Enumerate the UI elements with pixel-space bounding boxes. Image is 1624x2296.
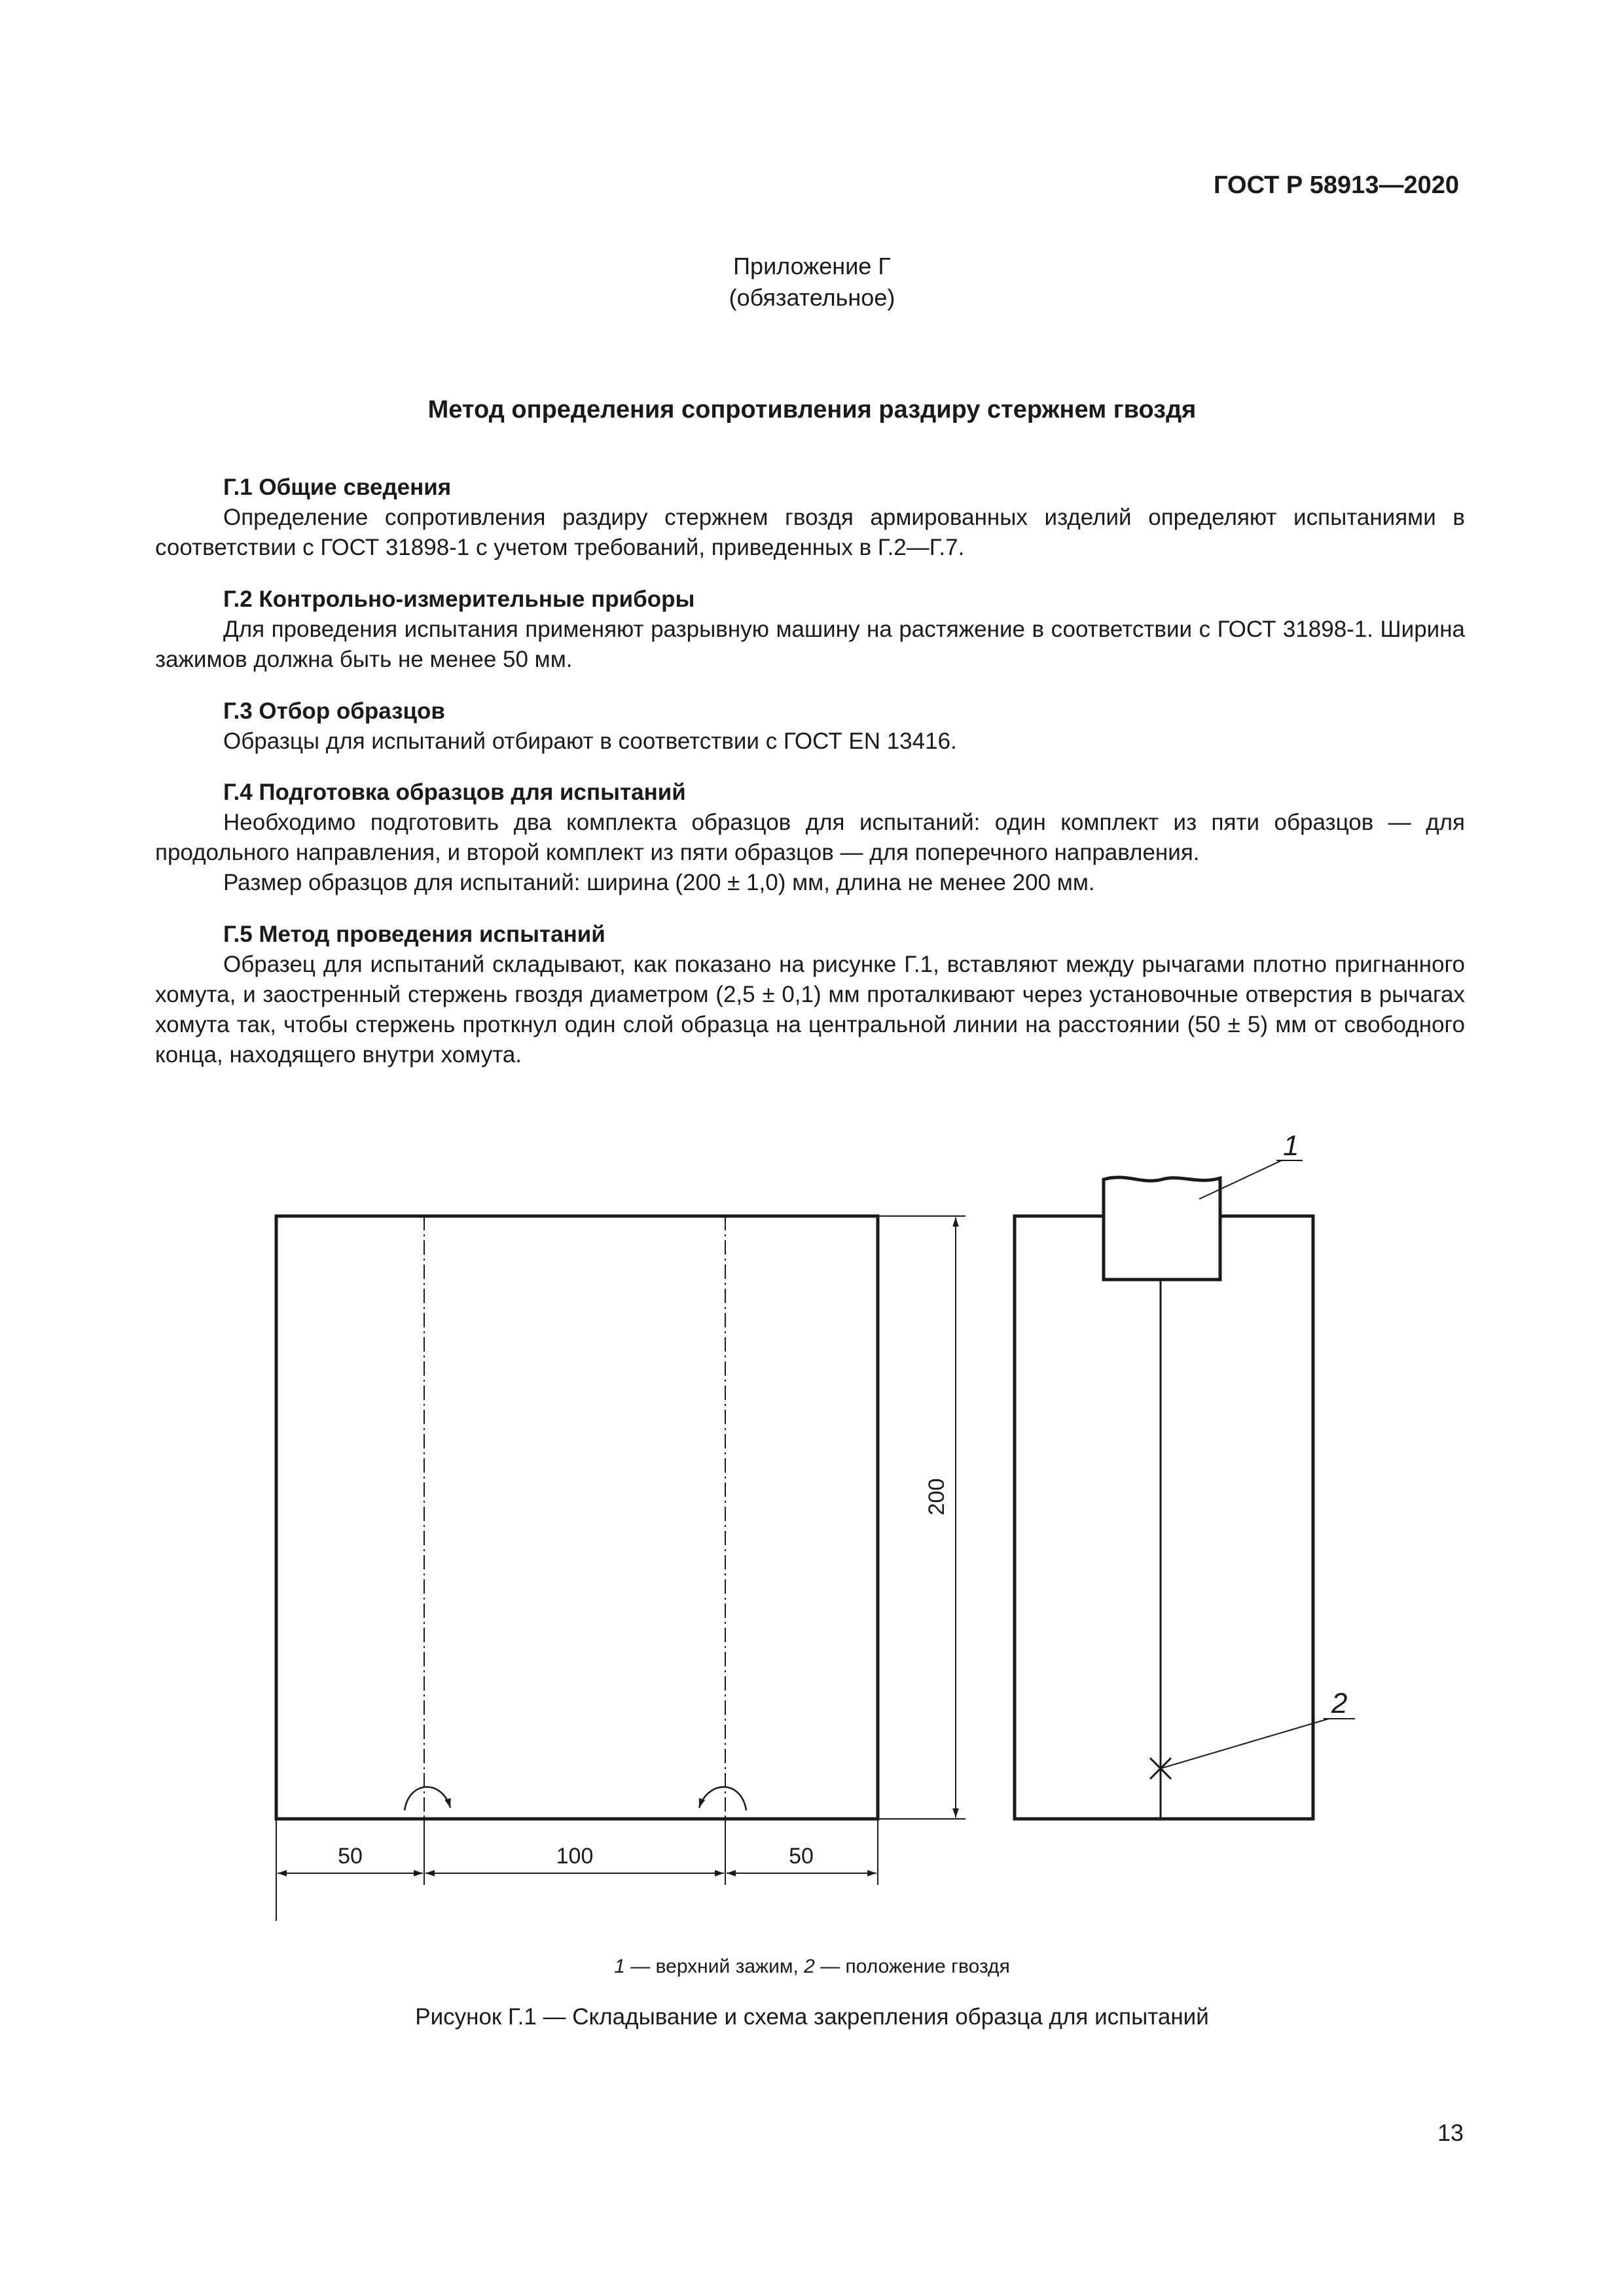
unfolded-specimen xyxy=(276,1216,878,1819)
dimension-label-middle: 100 xyxy=(556,1844,594,1869)
callout-2-nail: 2 xyxy=(1331,1687,1348,1719)
dimension-label-height: 200 xyxy=(924,1478,949,1516)
legend-text-1: — верхний зажим, xyxy=(624,1956,804,1977)
fold-arrow-right xyxy=(699,1787,746,1810)
leader-line-1 xyxy=(1199,1160,1282,1199)
section-paragraph: Необходимо подготовить два комплекта образцов для испытаний: один комплект из пяти образцов — для продольного направления, и второй комплект из пяти образцов — для поперечного направления. xyxy=(155,810,1465,865)
page-number: 13 xyxy=(1437,2119,1464,2146)
section-heading: Г.3 Отбор образцов xyxy=(223,698,445,724)
nail-position-marker xyxy=(1150,1758,1171,1779)
legend-text-2: — положение гвоздя xyxy=(814,1956,1010,1977)
appendix-status: (обязательное) xyxy=(729,284,895,311)
figure-legend xyxy=(0,1956,1624,1978)
section-g4 xyxy=(155,778,1465,898)
section-paragraph: Для проведения испытания применяют разрывную машину на растяжение в соответствии с ГОСТ 31898-1. Ширина зажимов должна быть не менее 50 мм. xyxy=(155,617,1465,672)
callout-1-clamp: 1 xyxy=(1283,1130,1299,1162)
section-heading: Г.4 Подготовка образцов для испытаний xyxy=(223,780,686,805)
section-paragraph: Образец для испытаний складывают, как показано на рисунке Г.1, вставляют между рычагами плотно пригнанного хомута, и заостренный стержень гвоздя диаметром (2,5 ± 0,1) мм проталкивают через установочные отверстия в рычагах хомута так, чтобы стержень проткнул один слой образца на центральной линии на расстоянии (50 ± 5) мм от свободного конца, находящего внутри хомута. xyxy=(155,952,1465,1067)
section-g5 xyxy=(155,920,1465,1070)
upper-clamp xyxy=(1104,1177,1220,1280)
document-standard-code: ГОСТ Р 58913—2020 xyxy=(1214,171,1459,199)
folded-specimen xyxy=(1015,1160,1355,1819)
dimension-widths xyxy=(276,1819,878,1921)
section-paragraph: Размер образцов для испытаний: ширина (200 ± 1,0) мм, длина не менее 200 мм. xyxy=(223,870,1095,895)
dimension-label-right: 50 xyxy=(789,1844,814,1869)
section-g2 xyxy=(155,584,1465,675)
fold-arrow-left xyxy=(405,1787,450,1810)
legend-num-2: 2 xyxy=(804,1956,815,1977)
section-heading: Г.1 Общие сведения xyxy=(223,475,452,500)
section-g1 xyxy=(155,473,1465,563)
section-paragraph: Определение сопротивления раздиру стержнем гвоздя армированных изделий определяют испытаниями в соответствии с ГОСТ 31898-1 с учетом требований, приведенных в Г.2—Г.7. xyxy=(155,505,1465,560)
section-heading: Г.5 Метод проведения испытаний xyxy=(223,922,605,947)
figure-caption: Рисунок Г.1 — Складывание и схема закрепления образца для испытаний xyxy=(415,2004,1209,2030)
leader-line-2 xyxy=(1161,1719,1329,1768)
dimension-height xyxy=(878,1216,965,1819)
dimension-label-left: 50 xyxy=(338,1844,363,1869)
section-heading: Г.2 Контрольно-измерительные приборы xyxy=(223,586,695,612)
appendix-heading xyxy=(0,251,1624,314)
section-g3 xyxy=(155,696,1465,757)
section-paragraph: Образцы для испытаний отбирают в соответствии с ГОСТ EN 13416. xyxy=(223,728,957,754)
appendix-label: Приложение Г xyxy=(733,253,891,279)
legend-num-1: 1 xyxy=(614,1956,625,1977)
document-title: Метод определения сопротивления раздиру стержнем гвоздя xyxy=(427,396,1197,423)
